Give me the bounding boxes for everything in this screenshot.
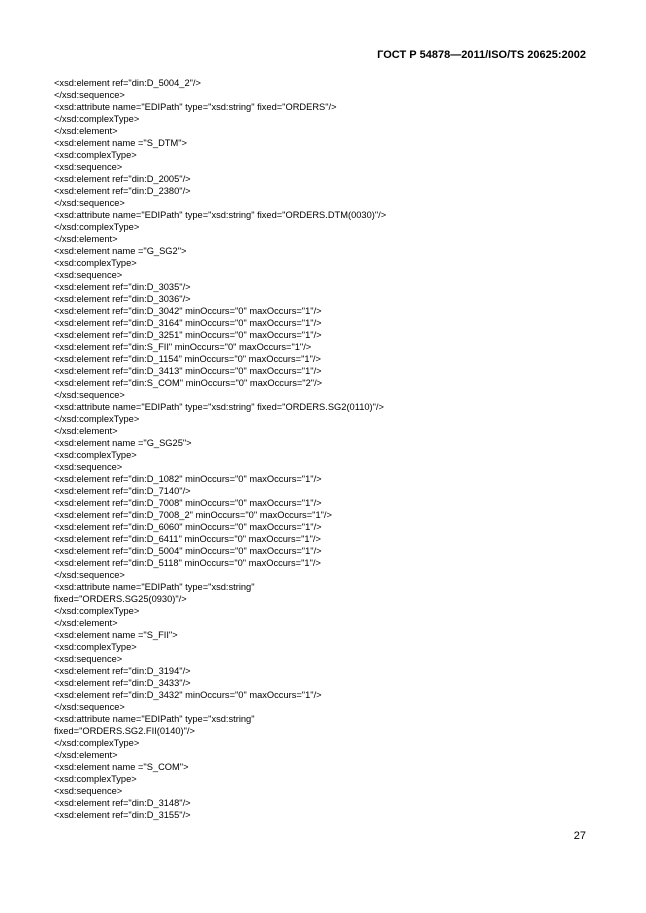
code-line: <xsd:complexType>	[54, 150, 137, 160]
code-line: </xsd:element>	[54, 234, 118, 244]
code-line: <xsd:sequence>	[54, 162, 123, 172]
code-line: </xsd:complexType>	[54, 414, 140, 424]
code-line: <xsd:element ref="din:S_COM" minOccurs="0" maxOccurs="2"/>	[54, 378, 323, 388]
code-line: <xsd:element ref="din:D_7008" minOccurs="0" maxOccurs="1"/>	[54, 498, 322, 508]
code-line: <xsd:element ref="din:D_6060" minOccurs="0" maxOccurs="1"/>	[54, 522, 322, 532]
code-line: <xsd:element ref="din:D_3036"/>	[54, 294, 191, 304]
code-line: <xsd:element ref="din:D_7008_2" minOccurs="0" maxOccurs="1"/>	[54, 510, 332, 520]
code-line: <xsd:attribute name="EDIPath" type="xsd:string" fixed="ORDERS.DTM(0030)"/>	[54, 210, 387, 220]
code-line: <xsd:element ref="din:D_6411" minOccurs="0" maxOccurs="1"/>	[54, 534, 321, 544]
code-line: <xsd:element name ="S_COM">	[54, 762, 189, 772]
code-line: </xsd:sequence>	[54, 198, 125, 208]
code-line: <xsd:element ref="din:D_5004_2"/>	[54, 78, 201, 88]
code-line: <xsd:element ref="din:D_3194"/>	[54, 666, 191, 676]
code-line: <xsd:attribute name="EDIPath" type="xsd:string"	[54, 714, 255, 724]
code-line: <xsd:complexType>	[54, 642, 137, 652]
code-line: <xsd:element ref="din:D_5118" minOccurs="0" maxOccurs="1"/>	[54, 558, 321, 568]
code-line: <xsd:element ref="din:D_1154" minOccurs="0" maxOccurs="1"/>	[54, 354, 321, 364]
code-line: </xsd:sequence>	[54, 702, 125, 712]
code-line: <xsd:element ref="din:D_3433"/>	[54, 678, 191, 688]
code-line: </xsd:element>	[54, 618, 118, 628]
code-line: <xsd:element ref="din:D_3413" minOccurs="0" maxOccurs="1"/>	[54, 366, 322, 376]
code-line: <xsd:element name ="S_DTM">	[54, 138, 187, 148]
code-line: <xsd:element ref="din:D_3164" minOccurs="0" maxOccurs="1"/>	[54, 318, 322, 328]
code-line: </xsd:complexType>	[54, 738, 140, 748]
code-line: <xsd:complexType>	[54, 258, 137, 268]
code-line: <xsd:sequence>	[54, 462, 123, 472]
code-line: </xsd:element>	[54, 126, 118, 136]
code-line: <xsd:sequence>	[54, 270, 123, 280]
code-line: </xsd:sequence>	[54, 390, 125, 400]
code-line: <xsd:element ref="din:D_3042" minOccurs="0" maxOccurs="1"/>	[54, 306, 322, 316]
code-line: <xsd:element ref="din:D_5004" minOccurs="0" maxOccurs="1"/>	[54, 546, 322, 556]
code-line: </xsd:sequence>	[54, 90, 125, 100]
code-line: </xsd:complexType>	[54, 222, 140, 232]
code-line: </xsd:complexType>	[54, 606, 140, 616]
page-number: 27	[573, 830, 586, 842]
code-line: <xsd:element name ="S_FII">	[54, 630, 178, 640]
code-line: <xsd:element ref="din:S_FII" minOccurs="0" maxOccurs="1"/>	[54, 342, 312, 352]
code-line: <xsd:element ref="din:D_3432" minOccurs="0" maxOccurs="1"/>	[54, 690, 322, 700]
code-line: <xsd:sequence>	[54, 786, 123, 796]
xsd-code-listing	[54, 77, 386, 821]
code-line: <xsd:element ref="din:D_1082" minOccurs="0" maxOccurs="1"/>	[54, 474, 322, 484]
code-line: <xsd:element ref="din:D_2380"/>	[54, 186, 191, 196]
code-line: <xsd:element ref="din:D_2005"/>	[54, 174, 191, 184]
page-header: ГОСТ Р 54878—2011/ISO/TS 20625:2002	[377, 49, 586, 61]
code-line: </xsd:element>	[54, 750, 118, 760]
code-line: </xsd:element>	[54, 426, 118, 436]
code-line: <xsd:element ref="din:D_3035"/>	[54, 282, 191, 292]
code-line: <xsd:element ref="din:D_3148"/>	[54, 798, 191, 808]
code-line: <xsd:attribute name="EDIPath" type="xsd:string" fixed="ORDERS"/>	[54, 102, 337, 112]
code-line: </xsd:sequence>	[54, 570, 125, 580]
code-line: <xsd:complexType>	[54, 774, 137, 784]
code-line: <xsd:element name ="G_SG2">	[54, 246, 187, 256]
code-line: <xsd:sequence>	[54, 654, 123, 664]
code-line: <xsd:element ref="din:D_7140"/>	[54, 486, 191, 496]
code-line: <xsd:attribute name="EDIPath" type="xsd:string" fixed="ORDERS.SG2(0110)"/>	[54, 402, 384, 412]
code-line: <xsd:attribute name="EDIPath" type="xsd:string"	[54, 582, 255, 592]
code-line: <xsd:complexType>	[54, 450, 137, 460]
code-line: <xsd:element ref="din:D_3155"/>	[54, 810, 191, 820]
code-line: <xsd:element ref="din:D_3251" minOccurs="0" maxOccurs="1"/>	[54, 330, 322, 340]
code-line: fixed="ORDERS.SG25(0930)"/>	[54, 594, 187, 604]
code-line: <xsd:element name ="G_SG25">	[54, 438, 192, 448]
code-line: </xsd:complexType>	[54, 114, 140, 124]
code-line: fixed="ORDERS.SG2.FII(0140)"/>	[54, 726, 195, 736]
